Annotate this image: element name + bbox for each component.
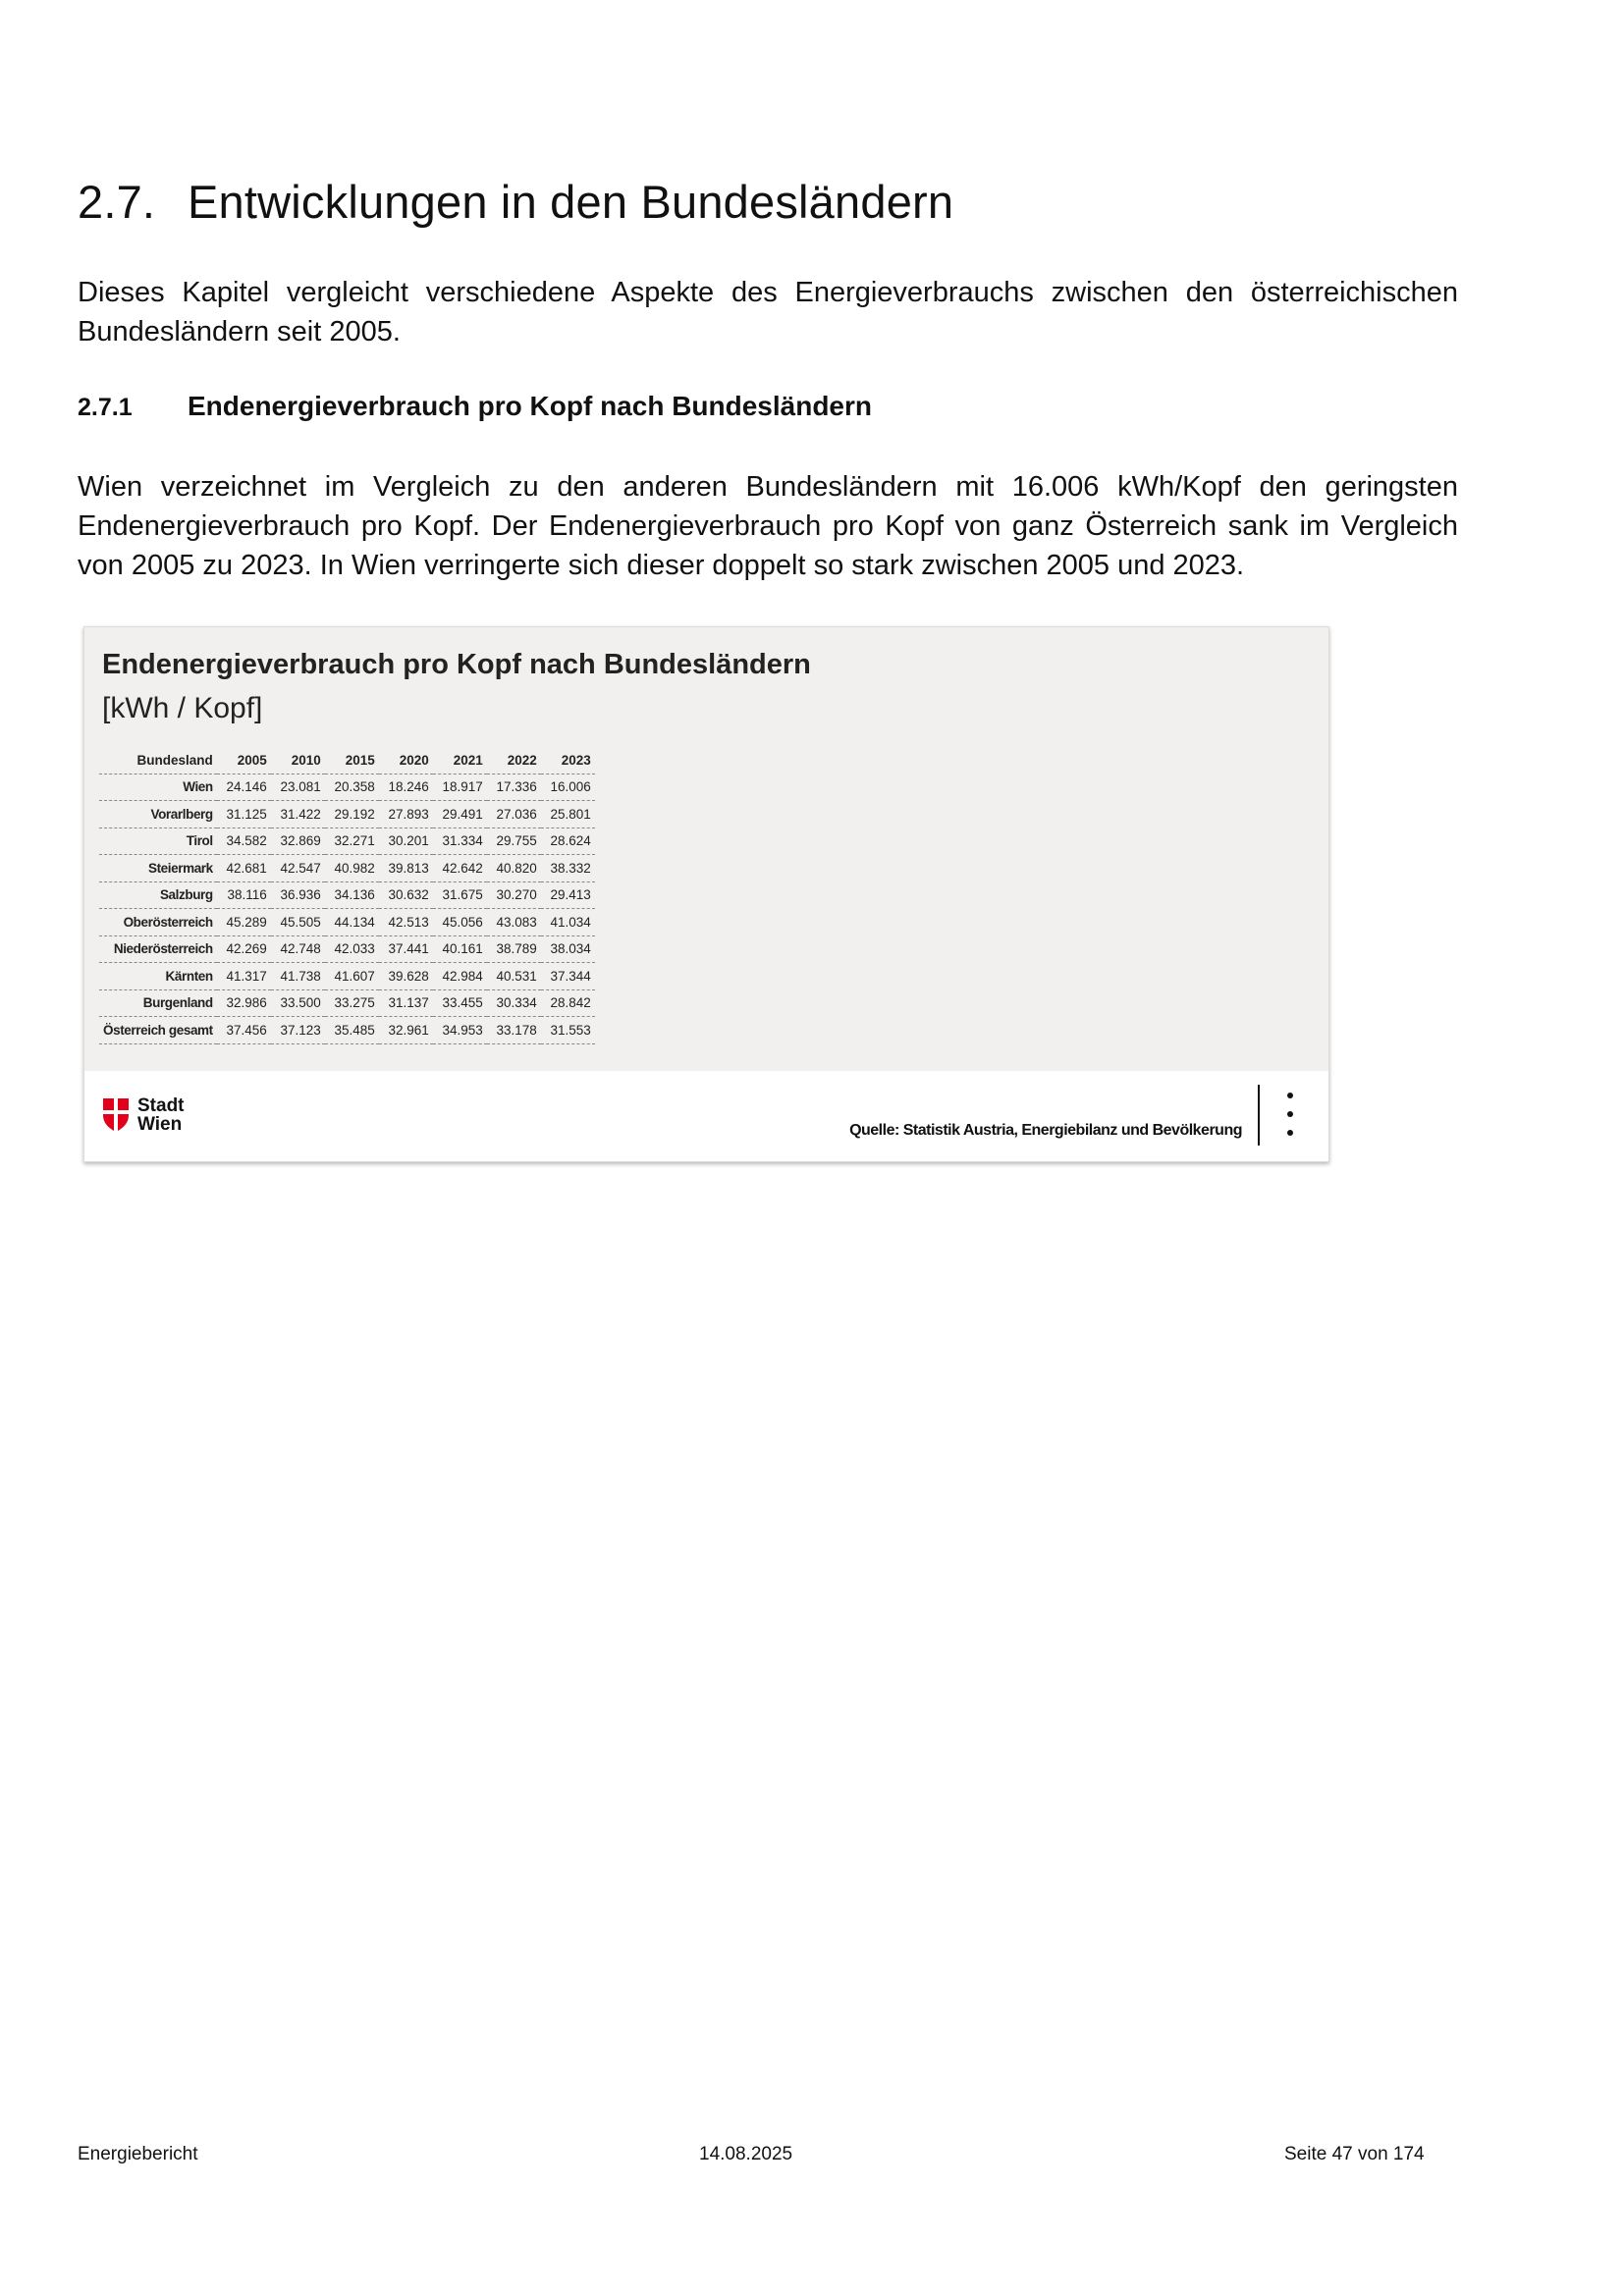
value-cell: 28.624 bbox=[541, 828, 595, 855]
state-name-cell: Burgenland bbox=[99, 989, 217, 1017]
footer-date: 14.08.2025 bbox=[699, 2144, 793, 2164]
value-cell: 33.275 bbox=[325, 989, 379, 1017]
value-cell: 40.531 bbox=[487, 963, 541, 990]
value-cell: 42.748 bbox=[271, 935, 325, 963]
value-cell: 42.547 bbox=[271, 855, 325, 882]
value-cell: 32.986 bbox=[217, 989, 271, 1017]
value-cell: 45.289 bbox=[217, 909, 271, 936]
logo-line2: Wien bbox=[137, 1114, 183, 1135]
value-cell: 38.034 bbox=[541, 935, 595, 963]
value-cell: 37.123 bbox=[271, 1017, 325, 1044]
value-cell: 31.553 bbox=[541, 1017, 595, 1044]
subsection-title: Endenergieverbrauch pro Kopf nach Bundesländern bbox=[188, 391, 873, 421]
value-cell: 31.137 bbox=[379, 989, 433, 1017]
value-cell: 25.801 bbox=[541, 801, 595, 828]
value-cell: 30.334 bbox=[487, 989, 541, 1017]
table-row bbox=[99, 855, 595, 882]
table-body bbox=[99, 774, 595, 1043]
value-cell: 29.755 bbox=[487, 828, 541, 855]
value-cell: 23.081 bbox=[271, 774, 325, 801]
value-cell: 31.422 bbox=[271, 801, 325, 828]
section-title: Entwicklungen in den Bundesländern bbox=[188, 176, 954, 228]
value-cell: 38.789 bbox=[487, 935, 541, 963]
coat-of-arms-icon bbox=[102, 1097, 130, 1133]
value-cell: 17.336 bbox=[487, 774, 541, 801]
state-name-cell: Oberösterreich bbox=[99, 909, 217, 936]
section-number: 2.7. bbox=[78, 176, 156, 228]
footer-page-number: Seite 47 von 174 bbox=[1284, 2144, 1425, 2164]
card-unit: [kWh / Kopf] bbox=[102, 692, 263, 724]
value-cell: 36.936 bbox=[271, 881, 325, 909]
value-cell: 31.334 bbox=[433, 828, 487, 855]
column-header: 2010 bbox=[271, 747, 325, 774]
value-cell: 20.358 bbox=[325, 774, 379, 801]
value-cell: 42.033 bbox=[325, 935, 379, 963]
subsection-heading bbox=[78, 391, 872, 422]
subsection-number: 2.7.1 bbox=[78, 394, 133, 421]
value-cell: 30.201 bbox=[379, 828, 433, 855]
intro-paragraph: Dieses Kapitel vergleicht verschiedene Aspekte des Energieverbrauchs zwischen den österreichischen Bundesländern seit 2005. bbox=[78, 277, 1458, 347]
card-footer bbox=[84, 1071, 1328, 1161]
value-cell: 43.083 bbox=[487, 909, 541, 936]
table-row bbox=[99, 989, 595, 1017]
value-cell: 42.642 bbox=[433, 855, 487, 882]
card-title: Endenergieverbrauch pro Kopf nach Bundesländern bbox=[102, 649, 811, 680]
value-cell: 41.034 bbox=[541, 909, 595, 936]
logo-text bbox=[137, 1096, 185, 1134]
state-name-cell: Österreich gesamt bbox=[99, 1017, 217, 1044]
table-row bbox=[99, 828, 595, 855]
value-cell: 30.270 bbox=[487, 881, 541, 909]
value-cell: 45.056 bbox=[433, 909, 487, 936]
value-cell: 39.813 bbox=[379, 855, 433, 882]
footer-divider bbox=[1258, 1085, 1260, 1146]
value-cell: 42.269 bbox=[217, 935, 271, 963]
column-header: 2022 bbox=[487, 747, 541, 774]
value-cell: 41.738 bbox=[271, 963, 325, 990]
value-cell: 42.513 bbox=[379, 909, 433, 936]
value-cell: 18.917 bbox=[433, 774, 487, 801]
value-cell: 41.607 bbox=[325, 963, 379, 990]
value-cell: 40.982 bbox=[325, 855, 379, 882]
table-row bbox=[99, 963, 595, 990]
value-cell: 42.984 bbox=[433, 963, 487, 990]
state-name-cell: Steiermark bbox=[99, 855, 217, 882]
value-cell: 42.681 bbox=[217, 855, 271, 882]
value-cell: 33.178 bbox=[487, 1017, 541, 1044]
value-cell: 31.125 bbox=[217, 801, 271, 828]
value-cell: 45.505 bbox=[271, 909, 325, 936]
state-name-cell: Kärnten bbox=[99, 963, 217, 990]
table-header-row bbox=[99, 747, 595, 774]
value-cell: 27.036 bbox=[487, 801, 541, 828]
value-cell: 37.456 bbox=[217, 1017, 271, 1044]
value-cell: 32.271 bbox=[325, 828, 379, 855]
value-cell: 40.820 bbox=[487, 855, 541, 882]
value-cell: 38.116 bbox=[217, 881, 271, 909]
value-cell: 28.842 bbox=[541, 989, 595, 1017]
table-row bbox=[99, 935, 595, 963]
consumption-table bbox=[99, 747, 595, 1044]
column-header: 2020 bbox=[379, 747, 433, 774]
value-cell: 31.675 bbox=[433, 881, 487, 909]
state-name-cell: Vorarlberg bbox=[99, 801, 217, 828]
dashboard-card bbox=[83, 626, 1329, 1162]
value-cell: 34.582 bbox=[217, 828, 271, 855]
column-header: 2021 bbox=[433, 747, 487, 774]
state-name-cell: Wien bbox=[99, 774, 217, 801]
logo-line1: Stadt bbox=[137, 1095, 185, 1116]
source-note: Quelle: Statistik Austria, Energiebilanz und Bevölkerung bbox=[849, 1122, 1242, 1139]
value-cell: 18.246 bbox=[379, 774, 433, 801]
state-name-cell: Tirol bbox=[99, 828, 217, 855]
value-cell: 35.485 bbox=[325, 1017, 379, 1044]
column-header: 2005 bbox=[217, 747, 271, 774]
state-name-cell: Salzburg bbox=[99, 881, 217, 909]
column-header: Bundesland bbox=[99, 747, 217, 774]
footer-doc-title: Energiebericht bbox=[78, 2144, 198, 2164]
section-heading bbox=[78, 175, 953, 229]
value-cell: 29.192 bbox=[325, 801, 379, 828]
state-name-cell: Niederösterreich bbox=[99, 935, 217, 963]
value-cell: 37.344 bbox=[541, 963, 595, 990]
value-cell: 44.134 bbox=[325, 909, 379, 936]
table-row bbox=[99, 801, 595, 828]
value-cell: 30.632 bbox=[379, 881, 433, 909]
vertical-dots-icon[interactable] bbox=[1283, 1093, 1297, 1136]
value-cell: 32.961 bbox=[379, 1017, 433, 1044]
value-cell: 34.136 bbox=[325, 881, 379, 909]
value-cell: 38.332 bbox=[541, 855, 595, 882]
value-cell: 41.317 bbox=[217, 963, 271, 990]
value-cell: 29.413 bbox=[541, 881, 595, 909]
value-cell: 27.893 bbox=[379, 801, 433, 828]
stadt-wien-logo bbox=[102, 1096, 185, 1134]
table-row bbox=[99, 774, 595, 801]
column-header: 2015 bbox=[325, 747, 379, 774]
value-cell: 39.628 bbox=[379, 963, 433, 990]
table-row bbox=[99, 909, 595, 936]
value-cell: 37.441 bbox=[379, 935, 433, 963]
value-cell: 32.869 bbox=[271, 828, 325, 855]
column-header: 2023 bbox=[541, 747, 595, 774]
table-row bbox=[99, 881, 595, 909]
value-cell: 33.500 bbox=[271, 989, 325, 1017]
value-cell: 24.146 bbox=[217, 774, 271, 801]
table-row bbox=[99, 1017, 595, 1044]
value-cell: 16.006 bbox=[541, 774, 595, 801]
value-cell: 40.161 bbox=[433, 935, 487, 963]
value-cell: 29.491 bbox=[433, 801, 487, 828]
body-paragraph: Wien verzeichnet im Vergleich zu den anderen Bundesländern mit 16.006 kWh/Kopf den geringsten Endenergieverbrauch pro Kopf. Der Endenergieverbrauch pro Kopf von ganz Österreich sank im Vergleich von 2005 zu 2023. In Wien verringerte sich dieser doppelt so stark zwischen 2005 und 2023. bbox=[78, 471, 1458, 581]
value-cell: 34.953 bbox=[433, 1017, 487, 1044]
value-cell: 33.455 bbox=[433, 989, 487, 1017]
